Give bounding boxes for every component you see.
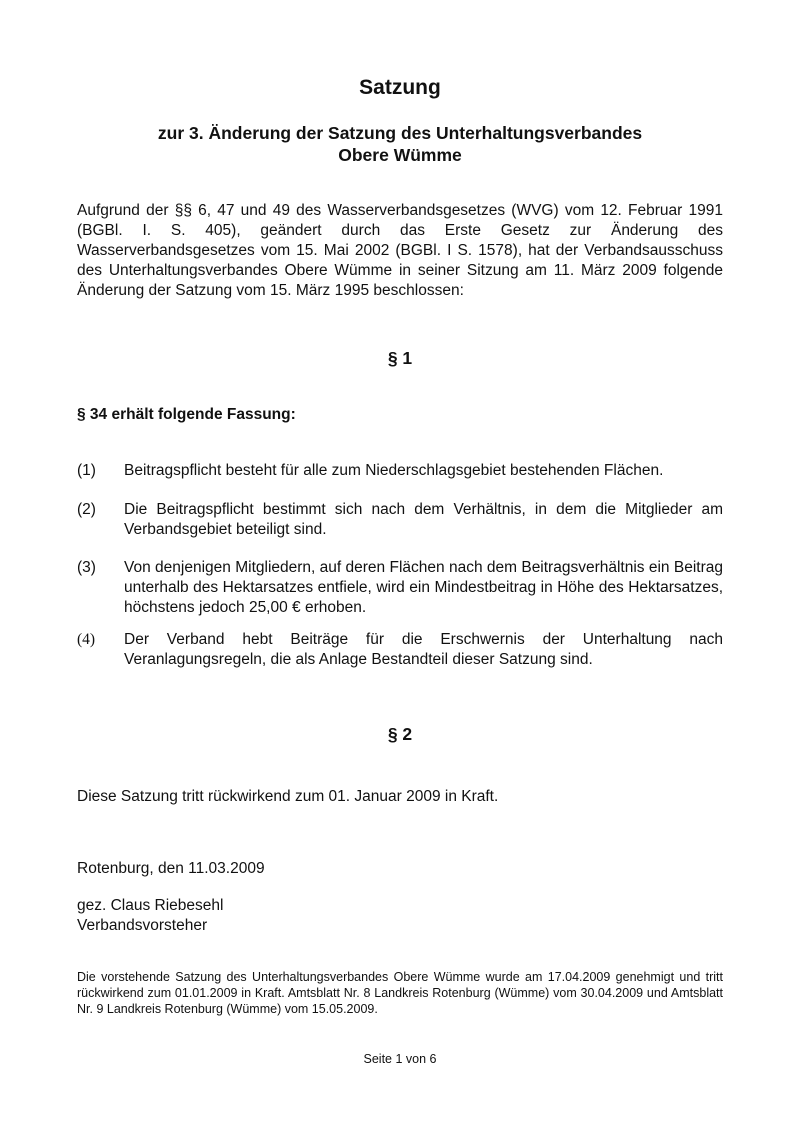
- item-number: (2): [77, 501, 96, 518]
- intro-paragraph: Aufgrund der §§ 6, 47 und 49 des Wasserverbandsgesetzes (WVG) vom 12. Februar 1991 (BGBl. I. S. 405), geändert durch das Erste Gesetz zur Änderung des Wasserverbandsgesetzes vom 15. Mai 2002 (BGBl. I S. 1578), hat der Verbandsausschuss des Unterhaltungsverbandes Obere Wümme in seiner Sitzung am 11. März 2009 folgende Änderung der Satzung vom 15. März 1995 beschlossen:: [77, 202, 723, 299]
- signature-block: [77, 896, 223, 936]
- document-title: Satzung: [359, 76, 441, 99]
- section-1-heading: § 1: [387, 348, 413, 368]
- item-text: Von denjenigen Mitgliedern, auf deren Flächen nach dem Beitragsverhältnis ein Beitrag unterhalb des Hektarsatzes entfiele, wird ein Mindestbeitrag in Höhe des Hektarsatzes, höchstens jedoch 25,00 € erhoben.: [124, 559, 723, 616]
- approval-note: Die vorstehende Satzung des Unterhaltungsverbandes Obere Wümme wurde am 17.04.2009 genehmigt und tritt rückwirkend zum 01.01.2009 in Kraft. Amtsblatt Nr. 8 Landkreis Rotenburg (Wümme) vom 30.04.2009 und Amtsblatt Nr. 9 Landkreis Rotenburg (Wümme) vom 15.05.2009.: [77, 970, 723, 1016]
- place-date: Rotenburg, den 11.03.2009: [77, 860, 265, 877]
- document-subtitle: [0, 122, 800, 166]
- list-item: [77, 500, 723, 540]
- section-1-subheading: § 34 erhält folgende Fassung:: [77, 406, 296, 423]
- item-number: (1): [77, 462, 96, 479]
- item-number: (4): [77, 631, 96, 648]
- list-item: [77, 630, 723, 670]
- list-item: [77, 461, 723, 481]
- section-2-heading: § 2: [387, 724, 413, 744]
- subtitle-line-2: Obere Wümme: [338, 145, 462, 165]
- section-2-text: Diese Satzung tritt rückwirkend zum 01. Januar 2009 in Kraft.: [77, 788, 499, 805]
- page-number: Seite 1 von 6: [363, 1052, 437, 1066]
- signature-role: Verbandsvorsteher: [77, 917, 208, 934]
- signature-name: gez. Claus Riebesehl: [77, 897, 224, 914]
- item-text: Der Verband hebt Beiträge für die Erschwernis der Unterhaltung nach Veranlagungsregeln, die als Anlage Bestandteil dieser Satzung sind.: [124, 631, 723, 668]
- item-text: Beitragspflicht besteht für alle zum Niederschlagsgebiet bestehenden Flächen.: [124, 462, 664, 479]
- item-number: (3): [77, 559, 96, 576]
- item-text: Die Beitragspflicht bestimmt sich nach dem Verhältnis, in dem die Mitglieder am Verbandsgebiet beteiligt sind.: [124, 501, 723, 538]
- list-item: [77, 558, 723, 618]
- subtitle-line-1: zur 3. Änderung der Satzung des Unterhaltungsverbandes: [157, 123, 643, 143]
